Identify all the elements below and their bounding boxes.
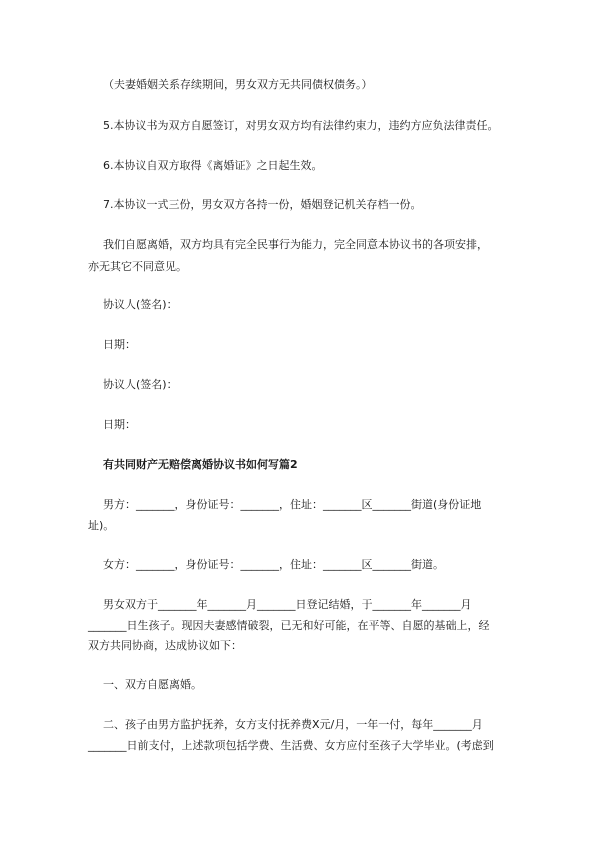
text-line: 二、孩子由男方监护抚养，女方支付抚养费X元/月，一年一付，每年_______月 <box>103 718 483 731</box>
text-line: 一、双方自愿离婚。 <box>103 678 202 691</box>
text-line: 亦无其它不同意见。 <box>88 260 187 273</box>
text-line: 女方：_______，身份证号：_______，住址：_______区_______街道。 <box>103 558 444 571</box>
text-line: _______日生孩子。现因夫妻感情破裂，已无和好可能，在平等、自愿的基础上，经 <box>88 619 490 632</box>
section-heading: 有共同财产无赔偿离婚协议书如何写篇2 <box>103 458 298 471</box>
text-line: 男女双方于_______年_______月_______日登记结婚，于_______年_______月 <box>103 598 472 611</box>
signature-label: 协议人(签名)： <box>103 378 178 391</box>
date-label: 日期： <box>103 418 136 431</box>
text-line: 双方共同协商，达成协议如下： <box>88 639 242 652</box>
text-line: 我们自愿离婚，双方均具有完全民事行为能力，完全同意本协议书的各项安排， <box>103 238 488 251</box>
text-line: 男方：_______，身份证号：_______，住址：_______区_______街道(身份证地 <box>103 498 482 511</box>
text-line: （夫妻婚姻关系存续期间，男女双方无共同债权债务。） <box>103 78 373 91</box>
text-line: 7.本协议一式三份，男女双方各持一份，婚姻登记机关存档一份。 <box>103 198 422 211</box>
text-line: 5.本协议书为双方自愿签订，对男女双方均有法律约束力，违约方应负法律责任。 <box>103 119 499 132</box>
text-line: 6.本协议自双方取得《离婚证》之日起生效。 <box>103 159 323 172</box>
date-label: 日期： <box>103 338 136 351</box>
signature-label: 协议人(签名)： <box>103 298 178 311</box>
text-line: 址)。 <box>88 519 115 532</box>
text-line: _______日前支付，上述款项包括学费、生活费、女方应付至孩子大学毕业。(考虑到 <box>88 739 494 752</box>
